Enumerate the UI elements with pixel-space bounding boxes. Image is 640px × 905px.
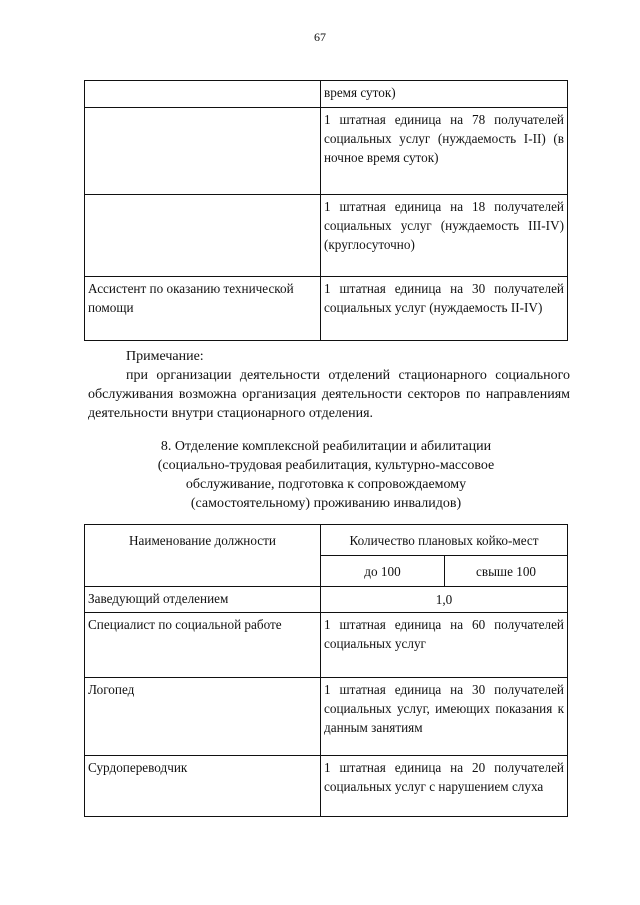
position-cell: Специалист по социальной работе: [85, 613, 321, 678]
position-cell: Сурдопереводчик: [85, 756, 321, 817]
norm-cell: 1 штатная единица на 20 получателей социальных услуг с нарушением слуха: [321, 756, 568, 817]
table-row: [85, 756, 568, 817]
header-bed-count: Количество плановых койко-мест: [321, 525, 568, 556]
subheader-over-100: свыше 100: [445, 556, 568, 587]
norm-cell: 1 штатная единица на 60 получателей социальных услуг: [321, 613, 568, 678]
norm-cell: 1 штатная единица на 30 получателей социальных услуг, имеющих показания к данным занятиям: [321, 678, 568, 756]
position-cell: [85, 195, 321, 277]
section-heading-line: обслуживание, подготовка к сопровождаемому: [185, 477, 467, 492]
norm-cell: время суток): [321, 81, 568, 108]
norm-cell: 1 штатная единица на 78 получателей социальных услуг (нуждаемость I-II) (в ночное время суток): [321, 108, 568, 195]
table-row: [85, 108, 568, 195]
staffing-table-continued: [84, 80, 568, 341]
note-block: [88, 347, 570, 423]
section-heading-line: (самостоятельному) проживанию инвалидов): [190, 496, 462, 511]
note-text: при организации деятельности отделений стационарного социального обслуживания возможна организация деятельности секторов по направлениям деятельности внутри стационарного отделения.: [88, 368, 570, 421]
table-row: [85, 277, 568, 341]
position-cell: Логопед: [85, 678, 321, 756]
section-heading: [84, 437, 568, 513]
norm-cell: 1,0: [321, 587, 568, 613]
header-position: Наименование должности: [85, 525, 321, 587]
subheader-up-to-100: до 100: [321, 556, 445, 587]
section-heading-line: 8. Отделение комплексной реабилитации и абилитации: [160, 439, 492, 454]
position-cell: [85, 108, 321, 195]
position-cell: Заведующий отделением: [85, 587, 321, 613]
table-row: [85, 195, 568, 277]
table-row: [85, 587, 568, 613]
table-row: [85, 678, 568, 756]
section-heading-line: (социально-трудовая реабилитация, культурно-массовое: [157, 458, 495, 473]
norm-cell: 1 штатная единица на 30 получателей социальных услуг (нуждаемость II-IV): [321, 277, 568, 341]
table-row: [85, 613, 568, 678]
table-header-row: [85, 525, 568, 556]
table-row: [85, 81, 568, 108]
staffing-table: [84, 524, 568, 817]
page-number: 67: [314, 30, 326, 44]
norm-cell: 1 штатная единица на 18 получателей социальных услуг (нуждаемость III-IV) (круглосуточно): [321, 195, 568, 277]
position-cell: Ассистент по оказанию технической помощи: [85, 277, 321, 341]
position-cell: [85, 81, 321, 108]
note-title: Примечание:: [126, 349, 204, 364]
